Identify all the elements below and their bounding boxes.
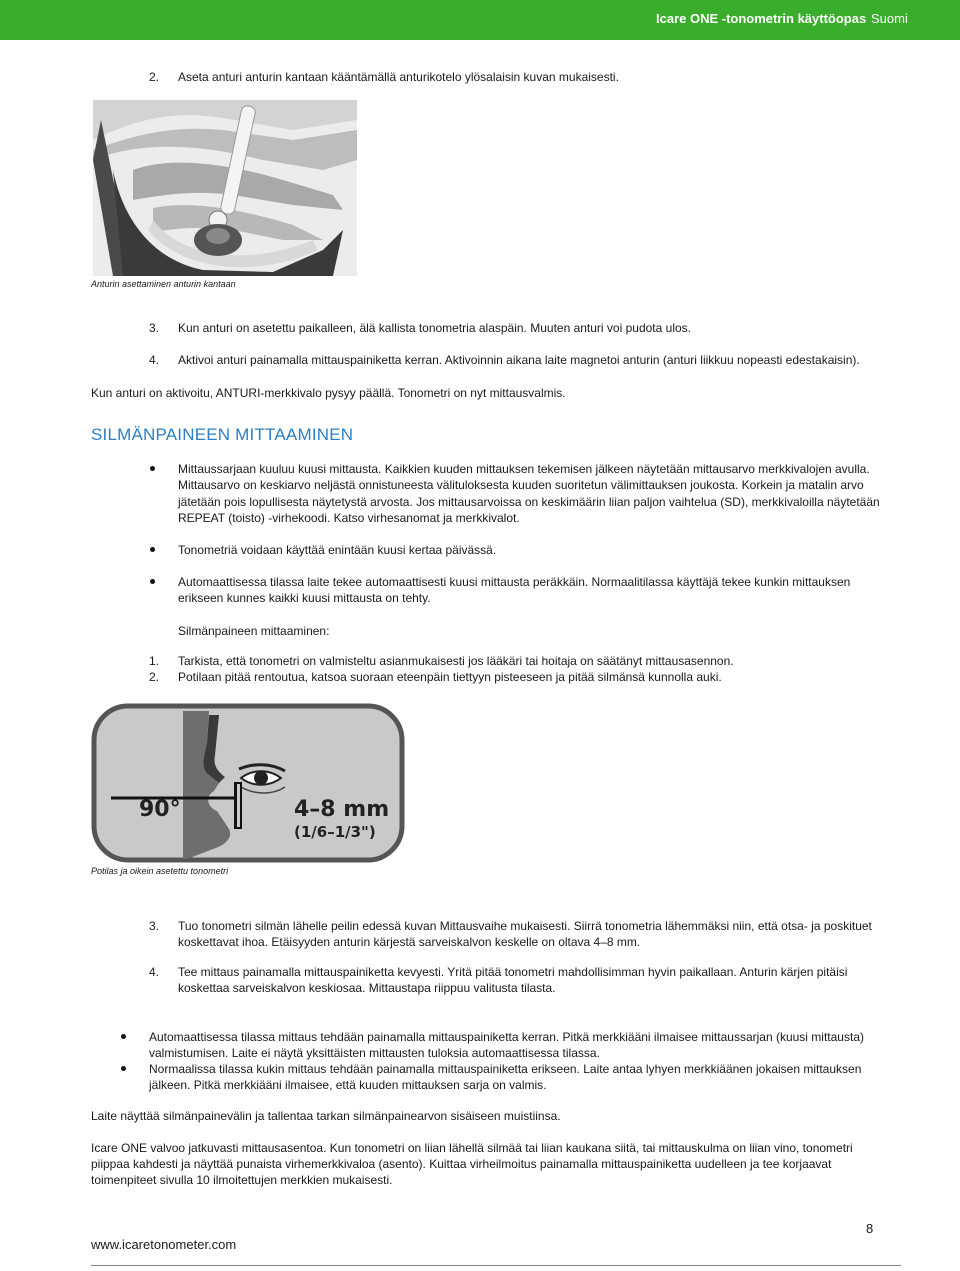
step-number: 2. — [149, 70, 160, 84]
step-text: Aktivoi anturi painamalla mittauspainiketta kerran. Aktivoinnin aikana laite magnetoi anturin (anturi liikkuu nopeasti edestakaisin). — [178, 353, 860, 367]
bullet-line: Mittausarvo on keskiarvo neljästä onnistuneesta välituloksesta kuuden suoritetun välimittauksen joukosta. Korkein ja matalin arvo — [178, 478, 864, 492]
bullet-line: Automaattisessa tilassa laite tekee automaattisesti kuusi mittausta peräkkäin. Normaalitilassa käyttäjä tekee kunkin mittauksen — [178, 575, 851, 589]
distance-label: 4–8 mm — [294, 797, 390, 822]
bullet-line: jätetään pois lopullisesta näytetystä arvosta. Jos mittausarvoissa on keskimäärin liian paljon vaihtelua (SD), merkkivaloilla näytetään — [178, 495, 880, 509]
step-line: koskettaa sarveiskalvon keskiosaa. Mittaustapa riippuu valitusta tilasta. — [178, 981, 556, 995]
bullet-dot — [121, 1066, 126, 1071]
step-line: Tuo tonometri silmän lähelle peilin edessä kuvan Mittausvaihe mukaisesti. Siirrä tonometria lähemmäksi niin, että otsa- ja poskituet — [178, 919, 872, 933]
step-number: 3. — [149, 919, 160, 933]
step-number: 2. — [149, 670, 160, 684]
figure-caption: Anturin asettaminen anturin kantaan — [91, 279, 236, 289]
bullet-line: REPEAT (toisto) -virhekoodi. Katso virhesanomat ja merkkivalot. — [178, 511, 520, 525]
bullet-dot — [150, 579, 155, 584]
angle-label: 90° — [139, 797, 181, 822]
section-heading: SILMÄNPAINEEN MITTAAMINEN — [91, 425, 354, 444]
bullet-line: jälkeen. Pitkä merkkiääni ilmaisee, että kuuden mittauksen sarja on valmis. — [149, 1078, 547, 1092]
header-language: Suomi — [871, 11, 908, 26]
distance-inch-label: (1/6–1/3") — [294, 823, 376, 841]
paragraph-line: toimenpiteet sivulla 10 ilmoitettujen merkkien mukaisesti. — [91, 1173, 393, 1187]
bullet-line: Normaalissa tilassa kukin mittaus tehdään painamalla mittauspainiketta erikseen. Laite antaa lyhyen merkkiäänen jokaisen mittauksen — [149, 1062, 862, 1076]
bullet-line: Tonometriä voidaan käyttää enintään kuusi kertaa päivässä. — [178, 543, 497, 557]
step-number: 3. — [149, 321, 160, 335]
bullet-dot — [150, 466, 155, 471]
step-number: 4. — [149, 353, 160, 367]
step-text: Aseta anturi anturin kantaan kääntämällä anturikotelo ylösalaisin kuvan mukaisesti. — [178, 70, 619, 84]
page-number: 8 — [866, 1221, 874, 1236]
paragraph-line: piippaa kahdesti ja näyttää punaista virhemerkkivaloa (asento). Kuittaa virheilmoitus painamalla mittauspainiketta uudelleen ja tee korjaavat — [91, 1157, 832, 1171]
step-text: Tarkista, että tonometri on valmisteltu asianmukaisesti jos lääkäri tai hoitaja on säätänyt mittausasennon. — [178, 654, 734, 668]
bullet-line: valmistumisen. Laite ei näytä yksittäisten mittausten tuloksia automaattisessa tilassa. — [149, 1046, 600, 1060]
step-number: 1. — [149, 654, 160, 668]
footer-url: www.icaretonometer.com — [91, 1237, 237, 1252]
activated-note: Kun anturi on aktivoitu, ANTURI-merkkivalo pysyy päällä. Tonometri on nyt mittausvalmis. — [91, 386, 566, 400]
bullet-line: Automaattisessa tilassa mittaus tehdään painamalla mittauspainiketta kerran. Pitkä merkkiääni ilmaisee mittaussarjan (kuusi mittausta) — [149, 1030, 864, 1044]
bullet-line: Mittaussarjaan kuuluu kuusi mittausta. Kaikkien kuuden mittauksen tekemisen jälkeen näytetään mittausarvo merkkivalojen avulla. — [178, 462, 870, 476]
footer-divider — [91, 1265, 901, 1266]
step-line: Tee mittaus painamalla mittauspainiketta kevyesti. Yritä pitää tonometri mahdollisimman hyvin paikallaan. Anturin kärjen pitäisi — [178, 965, 848, 979]
probe-insertion-image — [93, 100, 357, 276]
header-title: Icare ONE -tonometrin käyttöopas — [656, 11, 867, 26]
measuring-label: Silmänpaineen mittaaminen: — [178, 624, 330, 638]
step-text: Kun anturi on asetettu paikalleen, älä kallista tonometria alaspäin. Muuten anturi voi pudota ulos. — [178, 321, 691, 335]
step-text: Potilaan pitää rentoutua, katsoa suoraan eteenpäin tiettyyn pisteeseen ja pitää silmänsä kunnolla auki. — [178, 670, 722, 684]
tonometer-position-illustration — [91, 703, 405, 863]
bullet-dot — [150, 547, 155, 552]
step-line: koskettavat ihoa. Etäisyyden anturin kärjestä sarveiskalvon keskelle on oltava 4–8 mm. — [178, 935, 641, 949]
paragraph-line: Icare ONE valvoo jatkuvasti mittausasentoa. Kun tonometri on liian lähellä silmää tai liian kaukana siitä, tai mittauskulma on liian vino, tonometri — [91, 1141, 853, 1155]
step-number: 4. — [149, 965, 160, 979]
figure-caption: Potilas ja oikein asetettu tonometri — [91, 866, 229, 876]
tonometer-position-figure — [91, 703, 405, 863]
bullet-line: erikseen kunnes kaikki kuusi mittausta on tehty. — [178, 591, 431, 605]
probe-insertion-illustration — [93, 100, 357, 276]
bullet-dot — [121, 1034, 126, 1039]
paragraph: Laite näyttää silmänpainevälin ja tallentaa tarkan silmänpainearvon sisäiseen muistiinsa. — [91, 1109, 561, 1123]
